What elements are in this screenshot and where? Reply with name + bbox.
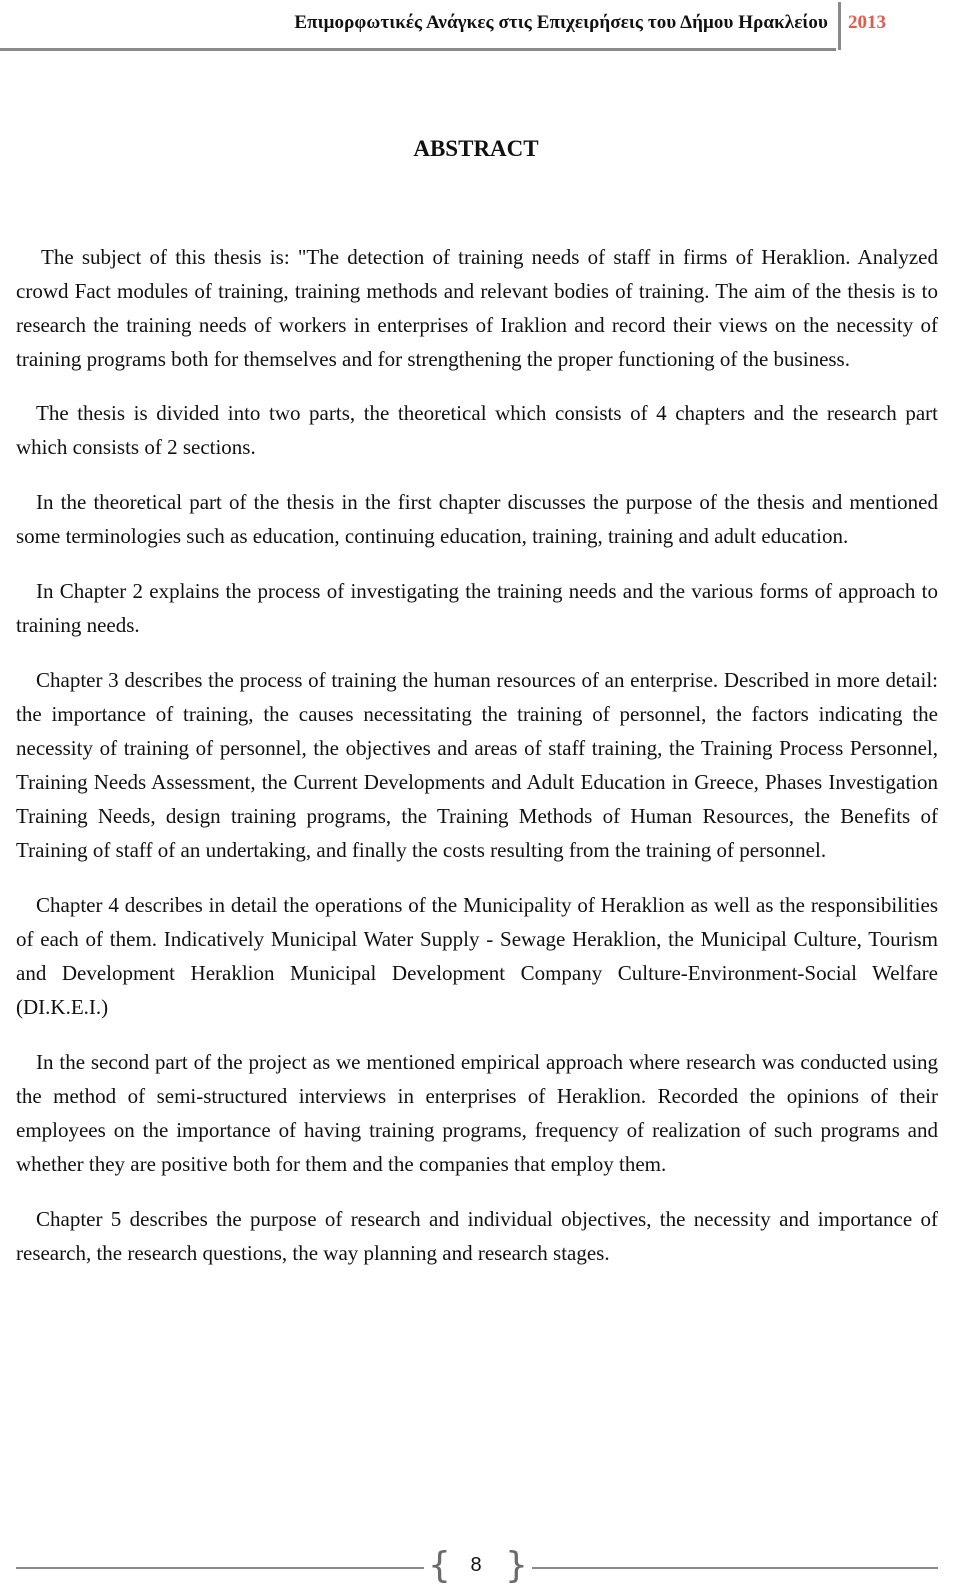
header-separator [838, 2, 841, 50]
footer-rule-left [16, 1567, 424, 1569]
abstract-body [16, 240, 938, 1291]
paragraph-structure: The thesis is divided into two parts, the theoretical which consists of 4 chapters and the research part which consists of 2 sections. [16, 401, 938, 459]
header-rule [0, 48, 836, 51]
page-number: 8 [470, 1554, 482, 1576]
paragraph-subject: The subject of this thesis is: "The detection of training needs of staff in firms of Heraklion. Analyzed crowd Fact modules of training, training methods and relevant bodies of training. The aim of the thesis is to research the training needs of workers in enterprises of Iraklion and record their views on the necessity of training programs both for themselves and for strengthening the proper functioning of the business. [16, 245, 938, 371]
paragraph-chapter-5: Chapter 5 describes the purpose of research and individual objectives, the necessity and importance of research, the research questions, the way planning and research stages. [16, 1207, 938, 1265]
header-year: 2013 [848, 12, 886, 33]
abstract-heading: ABSTRACT [413, 136, 539, 161]
paragraph-second-part: In the second part of the project as we mentioned empirical approach where research was conducted using the method of semi-structured interviews in enterprises of Heraklion. Recorded the opinions of their employees on the importance of having training programs, frequency of realization of such programs and whether they are positive both for them and the companies that employ them. [16, 1050, 938, 1176]
header-title: Επιμορφωτικές Ανάγκες στις Επιχειρήσεις του Δήμου Ηρακλείου [294, 12, 828, 33]
right-brace-icon: } [505, 1545, 528, 1586]
paragraph-chapter-3: Chapter 3 describes the process of training the human resources of an enterprise. Described in more detail: the importance of training, the causes necessitating the training of personnel, the factors indicating the necessity of training of personnel, the objectives and areas of staff training, the Training Process Personnel, Training Needs Assessment, the Current Developments and Adult Education in Greece, Phases Investigation Training Needs, design training programs, the Training Methods of Human Resources, the Benefits of Training of staff of an undertaking, and finally the costs resulting from the training of personnel. [16, 668, 938, 862]
paragraph-chapter-4: Chapter 4 describes in detail the operations of the Municipality of Heraklion as well as the responsibilities of each of them. Indicatively Municipal Water Supply - Sewage Heraklion, the Municipal Culture, Tourism and Development Heraklion Municipal Development Company Culture-Environment-Social Welfare (DI.K.E.I.) [16, 893, 938, 1019]
left-brace-icon: { [428, 1545, 451, 1586]
footer-rule-right [532, 1567, 938, 1569]
paragraph-chapter-2: In Chapter 2 explains the process of investigating the training needs and the various forms of approach to training needs. [16, 579, 938, 637]
page-header [0, 0, 960, 50]
paragraph-chapter-1: In the theoretical part of the thesis in the first chapter discusses the purpose of the thesis and mentioned some terminologies such as education, continuing education, training, training and adult education. [16, 490, 938, 548]
